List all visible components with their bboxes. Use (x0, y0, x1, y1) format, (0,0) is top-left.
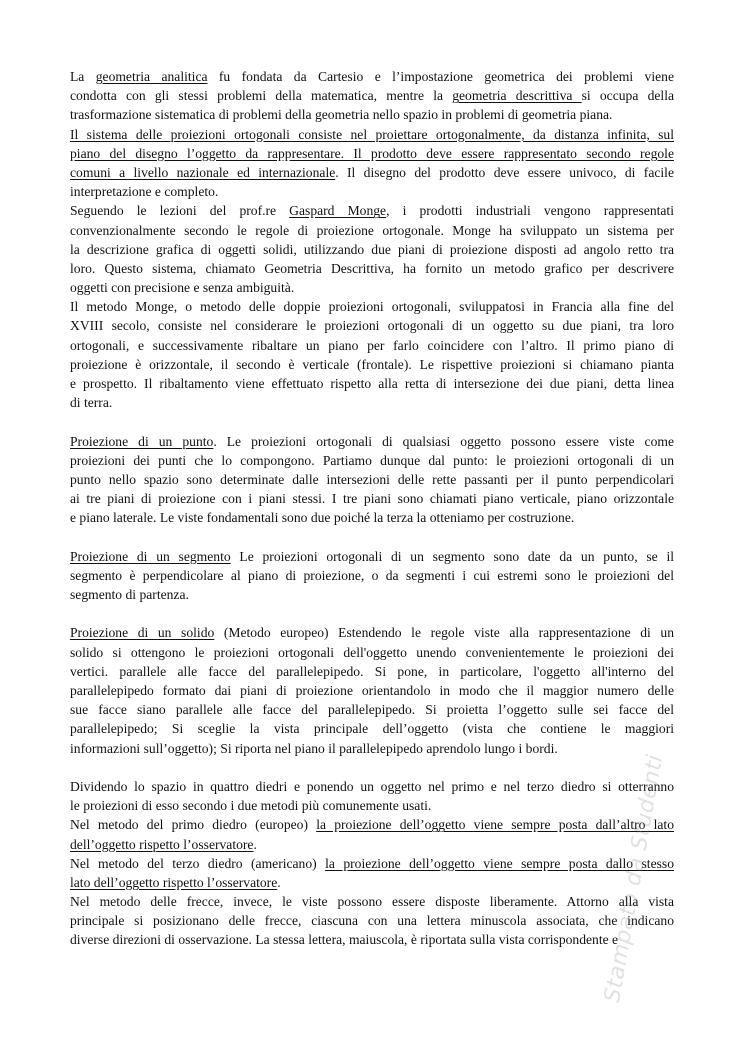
text-line: La geometria analitica fu fondata da Cartesio e l’impostazione geometrica dei problemi viene (70, 69, 674, 84)
text-line: diverse direzioni di osservazione. La stessa lettera, maiuscola, è riportata sulla vista corrispondente e (70, 932, 619, 948)
text-line: condotta con gli stessi problemi della matematica, mentre la geometria descrittiva si occupa della (70, 88, 675, 104)
underlined-text: la proiezione dell’oggetto viene sempre posta dall’altro lato (316, 817, 675, 833)
text-line: parallelepipedo formato dai piani di proiezione orientandolo in modo che il maggior numero delle (70, 683, 674, 698)
paragraph (70, 623, 674, 757)
text-line: oggetti con precisione e senza ambiguità. (70, 280, 295, 296)
text-line: solido si ottengono le proiezioni ortogonali dell'oggetto unendo convenientemente le proiezioni dei (70, 644, 674, 660)
paragraph (70, 297, 674, 412)
paragraph (70, 432, 674, 528)
text-line: trasformazione sistematica di problemi della geometria nello spazio in problemi di geometria piana. (70, 107, 613, 123)
paragraph (70, 201, 674, 297)
underlined-text: Proiezione di un punto (70, 433, 214, 449)
underlined-text: comuni a livello nazionale ed internazionale (70, 164, 336, 180)
text-line: sue facce siano parallele alle facce del parallelepipedo. Si proietta l’oggetto sulle sei facce del (70, 702, 674, 718)
underlined-text: dell’oggetto rispetto l’osservatore (70, 836, 254, 852)
text-line: parallelepipedo; Si sceglie la vista principale dell’oggetto (vista che contiene le maggiori (70, 721, 674, 737)
underlined-text: Il sistema delle proiezioni ortogonali consiste nel proiettare ortogonalmente, da distanza infinita, sul (70, 126, 674, 142)
text-line: ai tre piani di proiezione con i piani stessi. I tre piani sono chiamati piano verticale, piano orizzontale (70, 491, 674, 507)
underlined-text: lato dell’oggetto rispetto l’osservatore (70, 874, 278, 890)
text-line: proiezione è orizzontale, il secondo è verticale (frontale). Le rispettive proiezioni si chiamano pianta (70, 356, 674, 372)
underlined-text: Proiezione di un segmento (70, 548, 231, 564)
text-line: Proiezione di un segmento Le proiezioni ortogonali di un segmento sono date da un punto, se il (70, 548, 674, 564)
text-line: Nel metodo del primo diedro (europeo) la proiezione dell’oggetto viene sempre posta dall’altro lato (70, 817, 675, 833)
text-line: informazioni sull’oggetto); Si riporta nel piano il parallelepipedo aprendolo lungo i bordi. (70, 740, 558, 756)
text-line: convenzionalmente secondo le regole di proiezione ortogonale. Monge ha sviluppato un sistema per (70, 222, 674, 238)
underlined-text: Gaspard Monge (289, 203, 387, 219)
paragraph (70, 125, 674, 202)
text-line: vertici. parallele alle facce del parallelepipedo. Si pone, in particolare, l'oggetto all'interno del (70, 663, 674, 679)
paragraph-gap (70, 528, 674, 547)
text-line: Proiezione di un solido (Metodo europeo) Estendendo le regole viste alla rappresentazione di un (70, 625, 674, 641)
watermark: Stampato da Studenti (600, 752, 669, 1005)
text-line: Nel metodo del terzo diedro (americano) la proiezione dell’oggetto viene sempre posta dallo stesso (70, 855, 674, 871)
paragraph (70, 815, 674, 853)
text-line: segmento è perpendicolare al piano di proiezione, o da segmenti i cui estremi sono le proiezioni del (70, 567, 674, 583)
text-line: dell’oggetto rispetto l’osservatore. (70, 836, 257, 852)
text-line: segmento di partenza. (70, 587, 189, 603)
underlined-text: la proiezione dell’oggetto viene sempre posta dallo stesso (325, 855, 674, 871)
text-line: le proiezioni di esso secondo i due metodi più comunemente usati. (70, 798, 432, 814)
text-line (70, 144, 674, 163)
underlined-text: Proiezione di un solido (70, 625, 215, 641)
underlined-text: piano del disegno l’oggetto da rappresentare. Il prodotto deve essere rappresentato secondo regole (70, 145, 674, 161)
text-line: comuni a livello nazionale ed internazionale. Il disegno del prodotto deve essere univoco, di facile (70, 164, 674, 180)
text-line: Dividendo lo spazio in quattro diedri e ponendo un oggetto nel primo e nel terzo diedro si otterranno (70, 778, 674, 794)
text-line: lato dell’oggetto rispetto l’osservatore. (70, 874, 281, 890)
text-line (70, 125, 674, 144)
underlined-text: geometria descrittiva (452, 88, 582, 104)
paragraph (70, 547, 674, 605)
text-line: XVIII secolo, consiste nel considerare le proiezioni ortogonali di un oggetto su due piani, tra loro (70, 318, 674, 334)
text-line: la descrizione grafica di oggetti solidi, utilizzando due piani di proiezione disposti ad angolo retto tra (70, 241, 674, 257)
paragraph (70, 854, 674, 892)
text-line: ortogonali, e successivamente ribaltare un piano per farlo coincidere con l’altro. Il primo piano di (70, 337, 674, 353)
paragraph-gap (70, 604, 674, 623)
document-page (70, 67, 674, 950)
text-line: punto nello spazio sono determinate dalle intersezioni delle rette passanti per il punto perpendicolari (70, 471, 674, 487)
paragraph (70, 892, 674, 950)
paragraph-gap (70, 758, 674, 777)
text-line: proiezioni dei punti che lo compongono. Partiamo dunque dal punto: le proiezioni ortogonali di un (70, 452, 674, 468)
text-line: Proiezione di un punto. Le proiezioni ortogonali di qualsiasi oggetto possono essere viste come (70, 433, 674, 449)
text-line: Seguendo le lezioni del prof.re Gaspard Monge, i prodotti industriali vengono rappresentati (70, 203, 674, 219)
text-line: principale si posizionano delle frecce, ciascuna con una lettera minuscola associata, che indicano (70, 913, 674, 929)
text-line: e prospetto. Il ribaltamento viene effettuato rispetto alla retta di intersezione dei due piani, detta linea (70, 376, 674, 391)
text-line: loro. Questo sistema, chiamato Geometria Descrittiva, ha fornito un metodo grafico per descrivere (70, 260, 674, 276)
text-line: Nel metodo delle frecce, invece, le viste possono essere disposte liberamente. Attorno alla vista (70, 894, 674, 910)
paragraph (70, 67, 674, 125)
text-line: Il metodo Monge, o metodo delle doppie proiezioni ortogonali, sviluppatosi in Francia alla fine del (70, 299, 674, 315)
paragraph (70, 777, 674, 815)
underlined-text: geometria analitica (95, 69, 208, 84)
text-line: di terra. (70, 395, 113, 411)
text-line: e piano laterale. Le viste fondamentali sono due poiché la terza la otteniamo per costruzione. (70, 510, 575, 526)
paragraph-gap (70, 412, 674, 431)
text-line: interpretazione e completo. (70, 184, 219, 200)
